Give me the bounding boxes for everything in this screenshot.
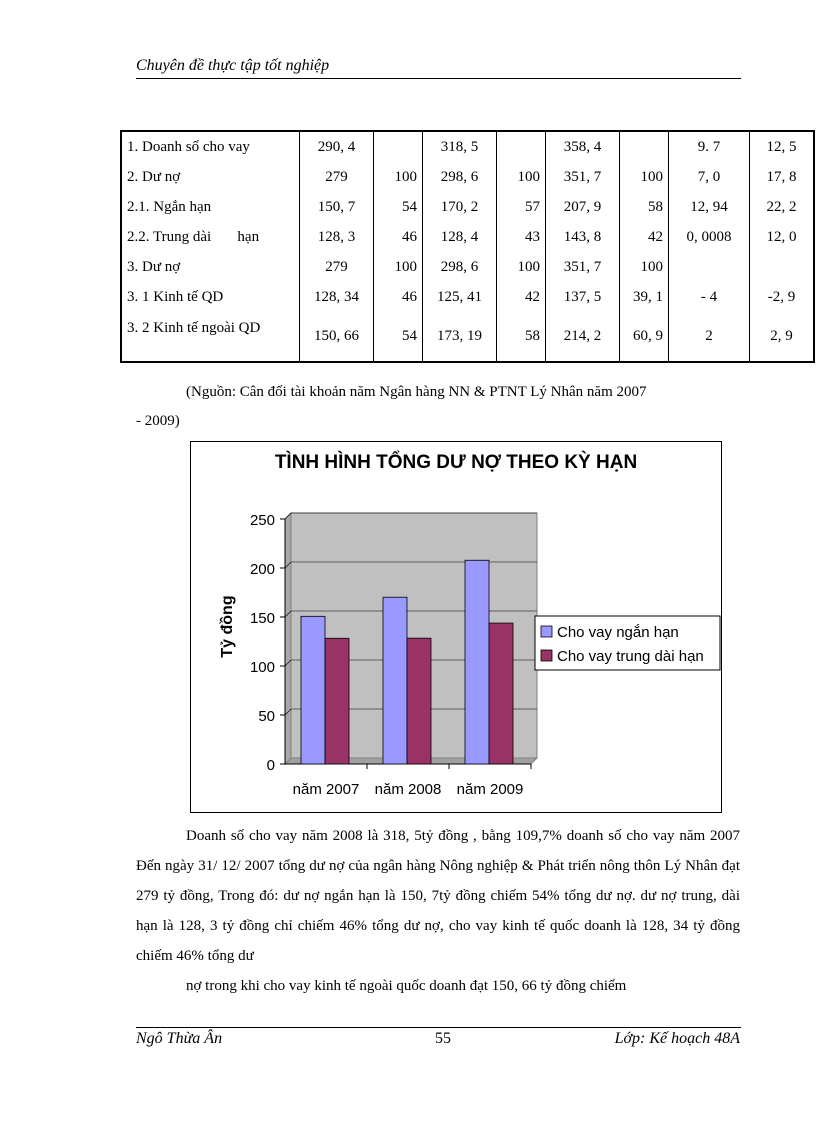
table-cell: 17, 8 — [750, 162, 815, 192]
table-cell: 137, 5 — [546, 282, 620, 312]
table-cell: 22, 2 — [750, 192, 815, 222]
footer-page-number: 55 — [435, 1030, 451, 1047]
table-cell — [374, 131, 423, 162]
x-tick-label: năm 2009 — [456, 781, 524, 798]
table-cell: 279 — [300, 162, 374, 192]
y-tick-label: 200 — [249, 561, 275, 578]
debt-by-term-chart — [190, 441, 722, 813]
row-label: 2. Dư nợ — [121, 162, 300, 192]
y-tick-label: 150 — [249, 610, 275, 627]
row-label: 3. 2 Kinh tế ngoài QD — [121, 312, 300, 362]
table-cell: 298, 6 — [423, 252, 497, 282]
row-label: 3. 1 Kinh tế QD — [121, 282, 300, 312]
table-cell: 351, 7 — [546, 252, 620, 282]
table-cell: 150, 66 — [300, 312, 374, 362]
table-cell: 57 — [497, 192, 546, 222]
row-label: 3. Dư nợ — [121, 252, 300, 282]
table-row — [121, 252, 814, 282]
table-row — [121, 282, 814, 312]
table-cell: 7, 0 — [669, 162, 750, 192]
data-table — [120, 130, 815, 363]
legend-label: Cho vay ngắn hạn — [557, 624, 679, 641]
table-cell: 128, 4 — [423, 222, 497, 252]
table-cell: 128, 34 — [300, 282, 374, 312]
table-cell: 100 — [497, 162, 546, 192]
table-cell: 170, 2 — [423, 192, 497, 222]
chart-title: TÌNH HÌNH TỔNG DƯ NỢ THEO KỲ HẠN — [274, 452, 638, 473]
table-cell — [669, 252, 750, 282]
source-note — [136, 378, 740, 436]
header-rule — [136, 78, 741, 79]
table-cell: - 4 — [669, 282, 750, 312]
legend-swatch — [541, 626, 552, 637]
table-row — [121, 162, 814, 192]
footer-rule — [136, 1027, 741, 1028]
source-line-1: (Nguồn: Cân đối tài khoản năm Ngân hàng NN & PTNT Lý Nhân năm 2007 — [186, 384, 647, 400]
table-cell: 279 — [300, 252, 374, 282]
table-cell: 100 — [374, 162, 423, 192]
table-cell: 58 — [497, 312, 546, 362]
table-cell: 290, 4 — [300, 131, 374, 162]
table-cell: 46 — [374, 282, 423, 312]
row-label: 2.1. Ngắn hạn — [121, 192, 300, 222]
footer-class: Lớp: Kế hoạch 48A — [614, 1030, 740, 1047]
table-cell: 12, 0 — [750, 222, 815, 252]
table-cell: 54 — [374, 312, 423, 362]
table-cell: 42 — [497, 282, 546, 312]
table-cell: 100 — [497, 252, 546, 282]
bar-long-term — [407, 638, 431, 764]
bar-long-term — [489, 623, 513, 764]
table-cell: 318, 5 — [423, 131, 497, 162]
bar-short-term — [465, 560, 489, 764]
row-label: 1. Doanh số cho vay — [121, 131, 300, 162]
bar-long-term — [325, 638, 349, 764]
source-line-2: - 2009) — [136, 413, 180, 429]
row-label: 2.2. Trung dài hạn — [121, 222, 300, 252]
table-cell: 0, 0008 — [669, 222, 750, 252]
table-cell — [620, 131, 669, 162]
body-paragraph — [136, 821, 740, 1001]
table-cell: 39, 1 — [620, 282, 669, 312]
table-cell — [497, 131, 546, 162]
chart-svg — [191, 442, 721, 812]
table-cell: 207, 9 — [546, 192, 620, 222]
bar-short-term — [383, 597, 407, 764]
y-tick-label: 100 — [249, 659, 275, 676]
legend-swatch — [541, 650, 552, 661]
table-cell: 12, 94 — [669, 192, 750, 222]
table-cell: 351, 7 — [546, 162, 620, 192]
table-row — [121, 222, 814, 252]
table-cell: 43 — [497, 222, 546, 252]
page-header-title: Chuyên đề thực tập tốt nghiệp — [136, 57, 330, 74]
table-cell: 2 — [669, 312, 750, 362]
table-cell: 46 — [374, 222, 423, 252]
table-cell: 100 — [620, 162, 669, 192]
paragraph-text-2: nợ trong khi cho vay kinh tế ngoài quốc doanh đạt 150, 66 tỷ đồng chiếm — [186, 978, 627, 994]
table-cell — [750, 252, 815, 282]
y-tick-label: 250 — [249, 512, 275, 529]
table-cell: -2, 9 — [750, 282, 815, 312]
table-cell: 9. 7 — [669, 131, 750, 162]
table-cell: 214, 2 — [546, 312, 620, 362]
table-cell: 150, 7 — [300, 192, 374, 222]
table-cell: 100 — [620, 252, 669, 282]
table-cell: 60, 9 — [620, 312, 669, 362]
table-row — [121, 312, 814, 362]
bar-short-term — [301, 616, 325, 764]
table-cell: 58 — [620, 192, 669, 222]
table-cell: 12, 5 — [750, 131, 815, 162]
legend-label: Cho vay trung dài hạn — [557, 648, 704, 665]
table-row — [121, 131, 814, 162]
y-axis-label: Tỷ đồng — [219, 595, 236, 658]
table-cell: 128, 3 — [300, 222, 374, 252]
table-cell: 2, 9 — [750, 312, 815, 362]
footer-author: Ngô Thừa Ân — [136, 1030, 223, 1047]
y-tick-label: 50 — [258, 708, 275, 725]
table-cell: 42 — [620, 222, 669, 252]
table-cell: 173, 19 — [423, 312, 497, 362]
x-tick-label: năm 2007 — [292, 781, 360, 798]
table-cell: 358, 4 — [546, 131, 620, 162]
table-row — [121, 192, 814, 222]
table-cell: 54 — [374, 192, 423, 222]
paragraph-text-1: Doanh số cho vay năm 2008 là 318, 5tỷ đồng , bằng 109,7% doanh số cho vay năm 2007 Đến ngày 31/ 12/ 2007 tổng dư nợ của ngân hàng Nông nghiệp & Phát triển nông thôn Lý Nhân đạt 279 tỷ đồng, Trong đó: dư nợ ngắn hạn là 150, 7tỷ đồng chiếm 54% tổng dư nợ. dư nợ trung, dài hạn là 128, 3 tỷ đồng chỉ chiếm 46% tổng dư nợ, cho vay kinh tế quốc doanh là 128, 34 tỷ đồng chiếm 46% tổng dư — [136, 828, 740, 964]
x-tick-label: năm 2008 — [374, 781, 442, 798]
table-cell: 298, 6 — [423, 162, 497, 192]
table-cell: 100 — [374, 252, 423, 282]
chart-side-wall — [285, 513, 291, 764]
y-tick-label: 0 — [266, 757, 275, 774]
table-cell: 143, 8 — [546, 222, 620, 252]
table-cell: 125, 41 — [423, 282, 497, 312]
